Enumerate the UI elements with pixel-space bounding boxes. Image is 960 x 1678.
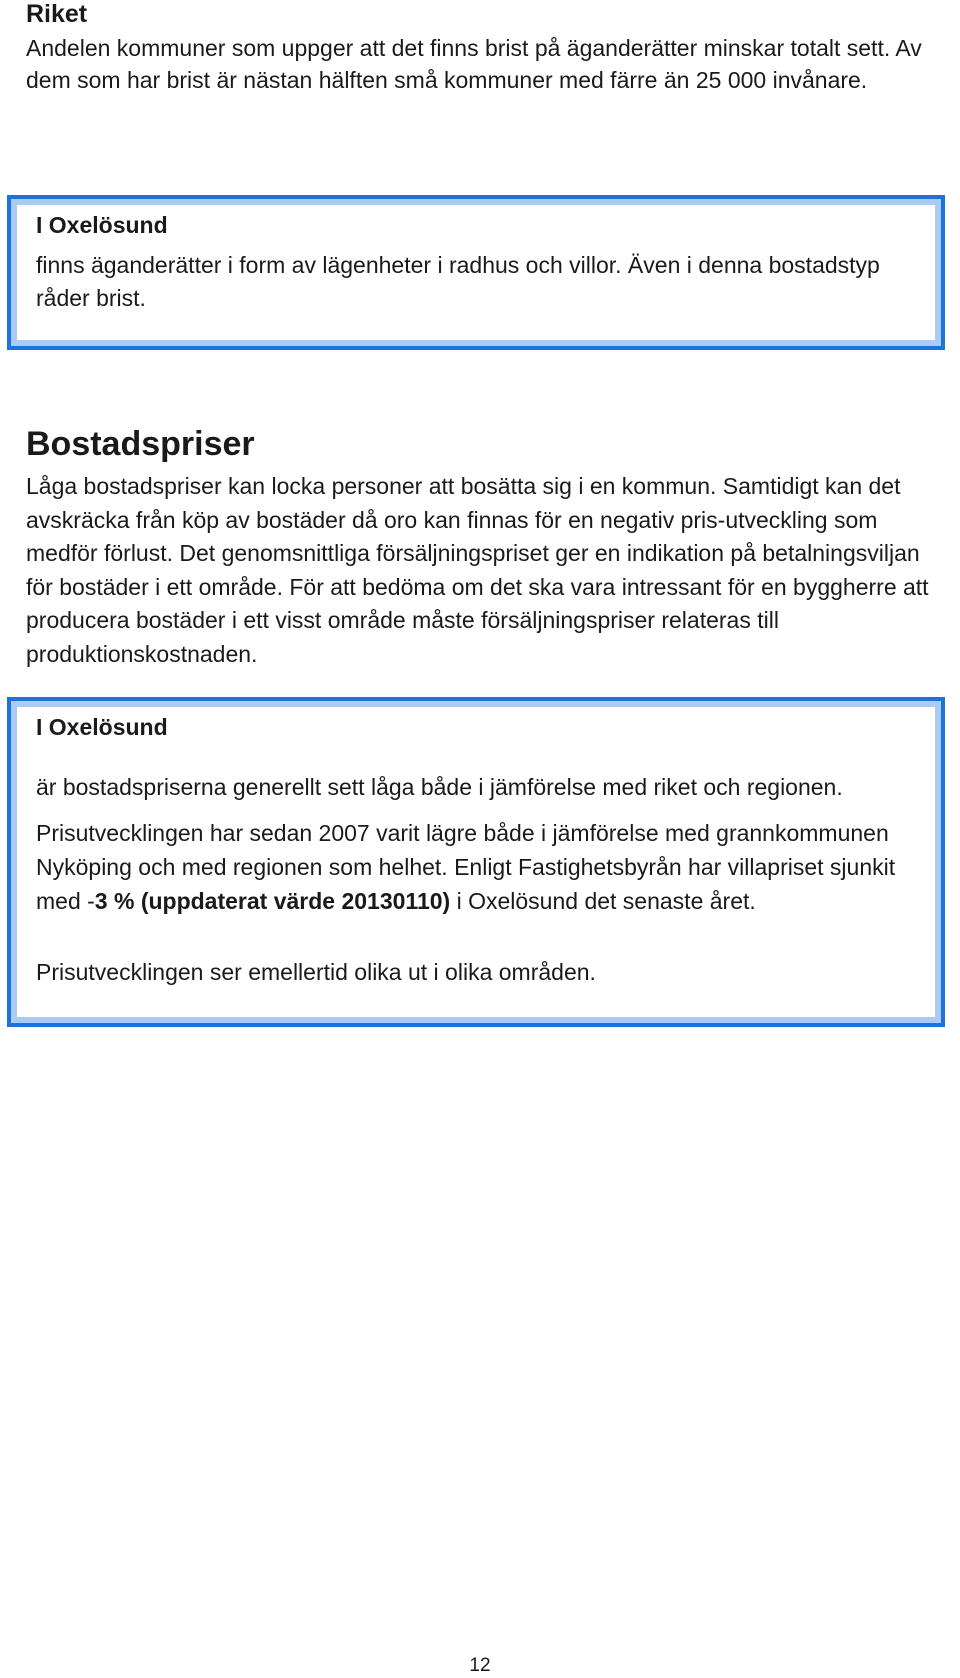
info-box-title: I Oxelösund [36,212,168,238]
riket-heading: Riket [26,0,88,28]
info-box-paragraph: finns äganderätter i form av lägenheter i radhus och villor. Även i denna bostadstyp råder brist. [36,252,880,311]
info-box-title: I Oxelösund [36,714,168,740]
riket-paragraph: Andelen kommuner som uppger att det finns brist på äganderätter minskar totalt sett. Av dem som har brist är nästan hälften små kommuner med färre än 25 000 invånare. [26,35,922,93]
info-box-paragraph-3: Prisutvecklingen ser emellertid olika ut i olika områden. [36,959,596,985]
page-number: 12 [469,1655,491,1676]
bostadspriser-paragraph: Låga bostadspriser kan locka personer att bosätta sig i en kommun. Samtidigt kan det avskräcka från köp av bostäder då oro kan finnas för en negativ pris-utveckling som medför förlust. Det genomsnittliga försäljningspriset ger en indikation på betalningsviljan för bostäder i ett område. För att bedöma om det ska vara intressant för en byggherre att producera bostäder i ett visst område måste försäljningspriser relateras till produktionskostnaden. [26,473,929,667]
info-box-bostadspriser [7,697,945,1027]
para2-text-start: Prisutvecklingen har sedan 2007 varit lägre både i jämförelse med grannkommunen Nyköping och med regionen som helhet. Enligt Fastighetsbyrån har villapriset sjunkit med - [36,820,896,914]
bostadspriser-heading: Bostadspriser [26,425,255,463]
info-box-paragraph-2 [36,816,936,918]
para2-text-end: i Oxelösund det senaste året. [450,888,756,914]
info-box-inner-border [11,701,941,1023]
info-box-inner-border [11,199,941,346]
info-box-paragraph-1: är bostadspriserna generellt sett låga både i jämförelse med riket och regionen. [36,774,843,800]
para2-bold-value: 3 % (uppdaterat värde 20130110) [94,888,451,914]
info-box-agande [7,195,945,350]
